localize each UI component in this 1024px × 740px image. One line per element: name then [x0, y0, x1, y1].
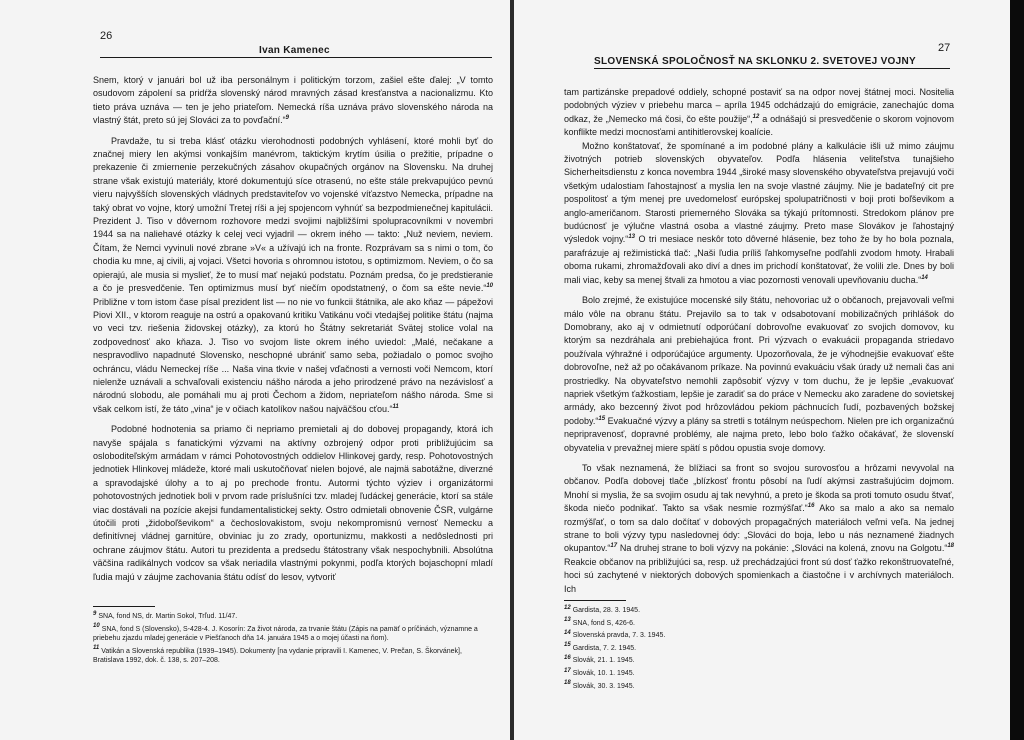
- footnote: 13 SNA, fond S, 426-6.: [564, 617, 635, 627]
- page-number: 27: [938, 42, 951, 54]
- footnote-rule: [564, 600, 626, 601]
- footnote: 9 SNA, fond NS, dr. Martin Sokol, Trľud. 11/47.: [93, 610, 238, 620]
- paragraph: Možno konštatovať, že spomínané a im podobné plány a kalkulácie išli už mimo záujmu životných potrieb slovenských obyvateľov. Podľa hlásenia veliteľstva tunajšieho Sicherheitsdienstu z konca novembra 1944 „široké masy slovenského obyvateľstva prejavujú voči všetkým udalostiam ľahostajnosť a myslia len na svoje vlastné záujmy. Nie je badateľný cit pre pospolitosť a tým menej pre uvedomelosť európskej spolupatričnosti v boji proti boľševikom a anglo-američanom. Starosti priemerného Slováka sa týkajú prítomnosti. Stredokom plánov pre budúcnosť je výlučne vlastná osoba a vlastné záujmy. Preto mase Slovákov je ľahostajný výsledok vojny.“$^{13}$ O tri mesiace neskôr toto dôverné hlásenie, bez toho že by ho bola poznala, parafrázuje aj režimistická tlač: „Naši ľudia príliš ľahkomyseľne podľahli zvodom hmoty. Hrabali obomа rukami, zhromažďovali ako diví a dnes im prichodí konštatovať, že volili zle. Dnes by boli mali viac, keby sa menej štvali za hmotou a viac pozornosti venovali upevňovaniu ducha.“$^{14}$: [564, 140, 954, 285]
- footnote: 15 Gardista, 7. 2. 1945.: [564, 642, 637, 652]
- right-page: [514, 0, 1010, 740]
- footnote-ref: 11: [392, 403, 399, 410]
- footnote: 17 Slovák, 10. 1. 1945.: [564, 667, 635, 677]
- left-page: [0, 0, 510, 740]
- footnote: 14 Slovenská pravda, 7. 3. 1945.: [564, 629, 666, 640]
- footnote: 11 Vatikán a Slovenská republika (1939–1945). Dokumenty [na vydanie pripravili I. Kamenec, V. Prečan, S. Škorvánek], Bratislava 1992, dok. č. 138, s. 207–208.: [93, 645, 462, 665]
- paragraph: Bolo zrejmé, že existujúce mocenské sily štátu, nehovoriac už o občanoch, prejavovali veľmi málo vôle na obranu štátu. Prejavilo sa to tak v odsabotovaní mobilizačných prihlášok do Domobrany, ako aj v odmietnutí odporúčaní dobrovoľne evakuovať zo svojich domovov, ku ktorým sa nezdráhala ani prebiehajúca front. Pri výzvach o evakuácii propaganda striedavo používala výhražné i odporúčajúce argumenty. Upozorňovala, že je výhodnejšie evakuovať ešte dobrovoľne, než až po očakávanom príkaze. Na povinnú evakuáciu však úrady už nemali čas ani prostriedky. Na obyvateľstvo nemohli zapôsobiť výzvy v tom duchu, že je lepšie „evakuovať napriek všetkým ťažkostiam, lepšie je zaradiť sa do práce v Nemecku ako zaradene do sovietskej armády, ako bezcenný život pod hrôzovládou pekiom páchnucích ľudí, pozbavených božskej podoby.“$^{15}$ Evakuačné výzvy a plány sa stretli s totálnym neúspechom. Nielen pre ich organizačnú nepripravenosť, dopravné problémy, ale najma preto, lebo bolo ťažko očakávať, že slovenskí obyvatelia v prevažnej miere spätí s pôdou opustia svoje domovy.: [564, 295, 954, 453]
- body-column: [93, 74, 493, 584]
- header-rule: [594, 68, 950, 69]
- page-number: 26: [100, 30, 113, 42]
- footnote-ref: 12: [752, 113, 760, 120]
- page-edge-shadow: [1010, 0, 1024, 740]
- footnote-ref: 10: [486, 283, 493, 290]
- header-rule: [100, 57, 492, 58]
- footnote-ref: 13: [628, 234, 635, 241]
- footnote-rule: [93, 606, 155, 607]
- footnote-ref: 16: [807, 503, 815, 510]
- body-column: [564, 86, 954, 596]
- footnote-ref: 9: [285, 115, 289, 122]
- paragraph: Podobné hodnotenia sa priamo či nepriamo premietali aj do dobovej propagandy, ktorá ich navyše spájala s fanatickými výzvami na aktívny ozbrojený odpor proti približujúcim sa osloboditeľským armádam v rámci Pohotovostných oddielov Hlinkovej gardy, resp. Pohotovostných jednotiek Hlinkovej mládeže, ktoré mali uskutočňovať nielen bojové, ale najmä sabotážne, diverzné a spravodajské úlohy a to aj po prechode frontu. Autormi týchto výziev i organizátormi pohotovostných jednotiek boli v prvom rade príslušníci tzv. mladej ľudáckej generácie, ktorí sa stále viac dostávali na pozície akejsi fundamentalistickej sekty. Ostro odmietali obnovenie ČSR, vulgárne útočili proti „židoboľševikom“ a čechoslovakistom, svoju nekompromisnú vernosť Nemecku a definitívnej vládnej garnitúre, obviniac ju zo zrady, oportunizmu, makkosti a nedôslednosti pri ochrane záujmov štátu. Autori tu prezidenta a predsedu štátostrany však nespochybnili. Absolútna väčšina radikálnych vodcov sa však neriadila vlastnými pokynmi, podľa ktorých bojaschopní mladí ľudia majú v záujme zachovania štátu odísť do lesov, vytvoriť: [93, 424, 493, 582]
- footnotes: [93, 612, 493, 669]
- footnote: 12 Gardista, 28. 3. 1945.: [564, 604, 641, 614]
- footnotes: [564, 606, 864, 694]
- footnote: 10 SNA, fond S (Slovensko), S-428-4. J. Kosorín: Za život národa, za trvanie štátu (Zápis na pamäť o príčinách, významne a priebehu zjazdu mladej generácie v Piešťanoch dňa 14. januára 1945 a o mojej účasti na ňom).: [93, 623, 478, 643]
- footnote: 16 Slovák, 21. 1. 1945.: [564, 655, 635, 665]
- footnote-ref: 18: [947, 543, 954, 550]
- footnote-ref: 14: [921, 274, 928, 281]
- running-head: SLOVENSKÁ SPOLOČNOSŤ NA SKLONKU 2. SVETOVEJ VOJNY: [594, 56, 916, 67]
- paragraph: tam partizánske prepadové oddiely, schopné postaviť sa na odpor novej štátnej moci. Nositelia podobných výziev v priebehu marca – apríla 1945 odchádzajú do emigrácie, zanechajúc doma odkaz, že „Nemecko má čosi, čo ešte použije“,$^{12}$ a odnášajú si presvedčenie o skorom vojnovom konflikte medzi mocnosťami antihitlerovskej koalície.: [564, 87, 954, 138]
- footnote-ref: 17: [610, 543, 618, 550]
- paragraph: To však neznamená, že blížiaci sa front so svojou surovosťou a hrôzami nevyvolal na občanov. Podľa dobovej tlače „blízkosť frontu pôsobí na ľudí akýmsi zastrašujúcim dojmom. Mnohí si myslia, že sa svojim osudu aj tak nevyhnú, a preto je škoda sa proti tomuto osudu štvať, škoda niečo podnikať. Takto sa však nesmie rozmýšľať.“$^{16}$ Ako sa malo a ako sa nemalo rozmýšľať, o tom sa dalo dočítať v dobových propagačných materiáloch veľmi veľa. Na jednej strane to boli výzvy typu nasledovnej ódy: „Slováci do boja, lebo u nás neznamené žiadnych okupantov.“$^{17}$ Na druhej strane to boli výzvy na pokánie: „Slováci na kolená, znovu na Golgotu.“$^{18}$ Reakcie občanov na približujúci sa, resp. už prechádzajúci front sú dosť ťažko rekonštruovateľné, hoci sú zachytené v niektorých dobových spomienkach a čiastočne i v archívnych materiáloch. Ich: [564, 462, 954, 594]
- paragraph: Pravdaže, tu si treba klásť otázku vierohodnosti podobných vyhlásení, ktoré mohli byť do značnej miery len akýmsi vonkajším manévrom, taktickým krytím úsilia o prežitie, prípadne o prekazenie či zmiernenie perzekučných zásahov okupačných orgánov na Slovensku. Na druhej strane však existujú materiály, ktoré dokumentujú síce otrasenú, no ešte stále prekvapujúco pevnú vieru najvyšších slovenských vládnych predstaviteľov vo vojenské víťazstvo Nemecka, prípadne na taký obrat vo vojne, ktorý umožní Tretej ríši a jej spojencom vyhnúť sa bezpodmienečnej kapitulácii. Prezident J. Tiso v dôvernom rozhovore medzi svojimi najbližšími spolupracovníkmi v novembri 1944 sa na naliehavé otázky k celej veci vyjadril — okrem iného — takto: „Nuž neviem, neviem. Čítam, že Nemci vyvinuli nové zbrane »V« a užívajú ich na fronte. Rozprávam sa s nimi o tom, čo chodia ku mne, aj civili, aj vojaci. Všetci hovoria s ohromnou istotou, s optimizmom. Neviem, o čo sa opierajú, ale musia si myslieť, že to musí mať nejakú podstatu. Poznám predsa, čo je predstieranie a čo je presvedčenie. Ten optimizmus musí byť niečím opodstatnený, o čom sa ešte nevie.“$^{10}$ Približne v tom istom čase písal prezident list — no nie vo funkcii štátnika, ale ako kňaz — pápežovi Piovi XII., v ktorom reaguje na ostrú a opakovanú kritiku Vatikánu voči vtedajšej politike štátu (najma vo veci tzv. riešenia židovskej otázky), za ktorú ho Štátny sekretariát Svätej stolice volal na zodpovednosť ako kňaza. J. Tiso vo svojom liste okrem iného uviedol: „Malé, nečakane a nespravodlivo napadnuté Slovensko, neschopné ubrániť samo seba, požiadalo o pomoc svojho ochráncu, vládu Nemeckej ríše ... Naša vina tkvie v našej vďačnosti a vernosti voči Nemcom, ktorí nielenže uznávali a schvaľovali existenciu nášho národa a jeho prirodzené právo na nezávislosť a národnú slobodu, ale pomáhali mu aj proti Čechom a židom, nepriateľom nášho národa. Sme si však celkom istí, že táto „vina“ je v očiach katolíkov našou najväčšou cťou.“$^{11}$: [93, 135, 493, 414]
- paragraph: Snem, ktorý v januári bol už iba personálnym i politickým torzom, zašiel ešte ďalej: „V tomto osudovom zápolení sa pridŕža slovenský národ mravných zásad kresťanstva a nacionalizmu. Kto tieto práva uznáva — ten je jeho priateľom. Nemecká ríša uznáva právo slovenského národa na vlastný štát, preto sú jej Slováci za to povďační.“$^9$: [93, 75, 493, 126]
- footnote-ref: 15: [598, 415, 606, 422]
- footnote: 18 Slovák, 30. 3. 1945.: [564, 680, 635, 690]
- running-head: Ivan Kamenec: [259, 45, 330, 56]
